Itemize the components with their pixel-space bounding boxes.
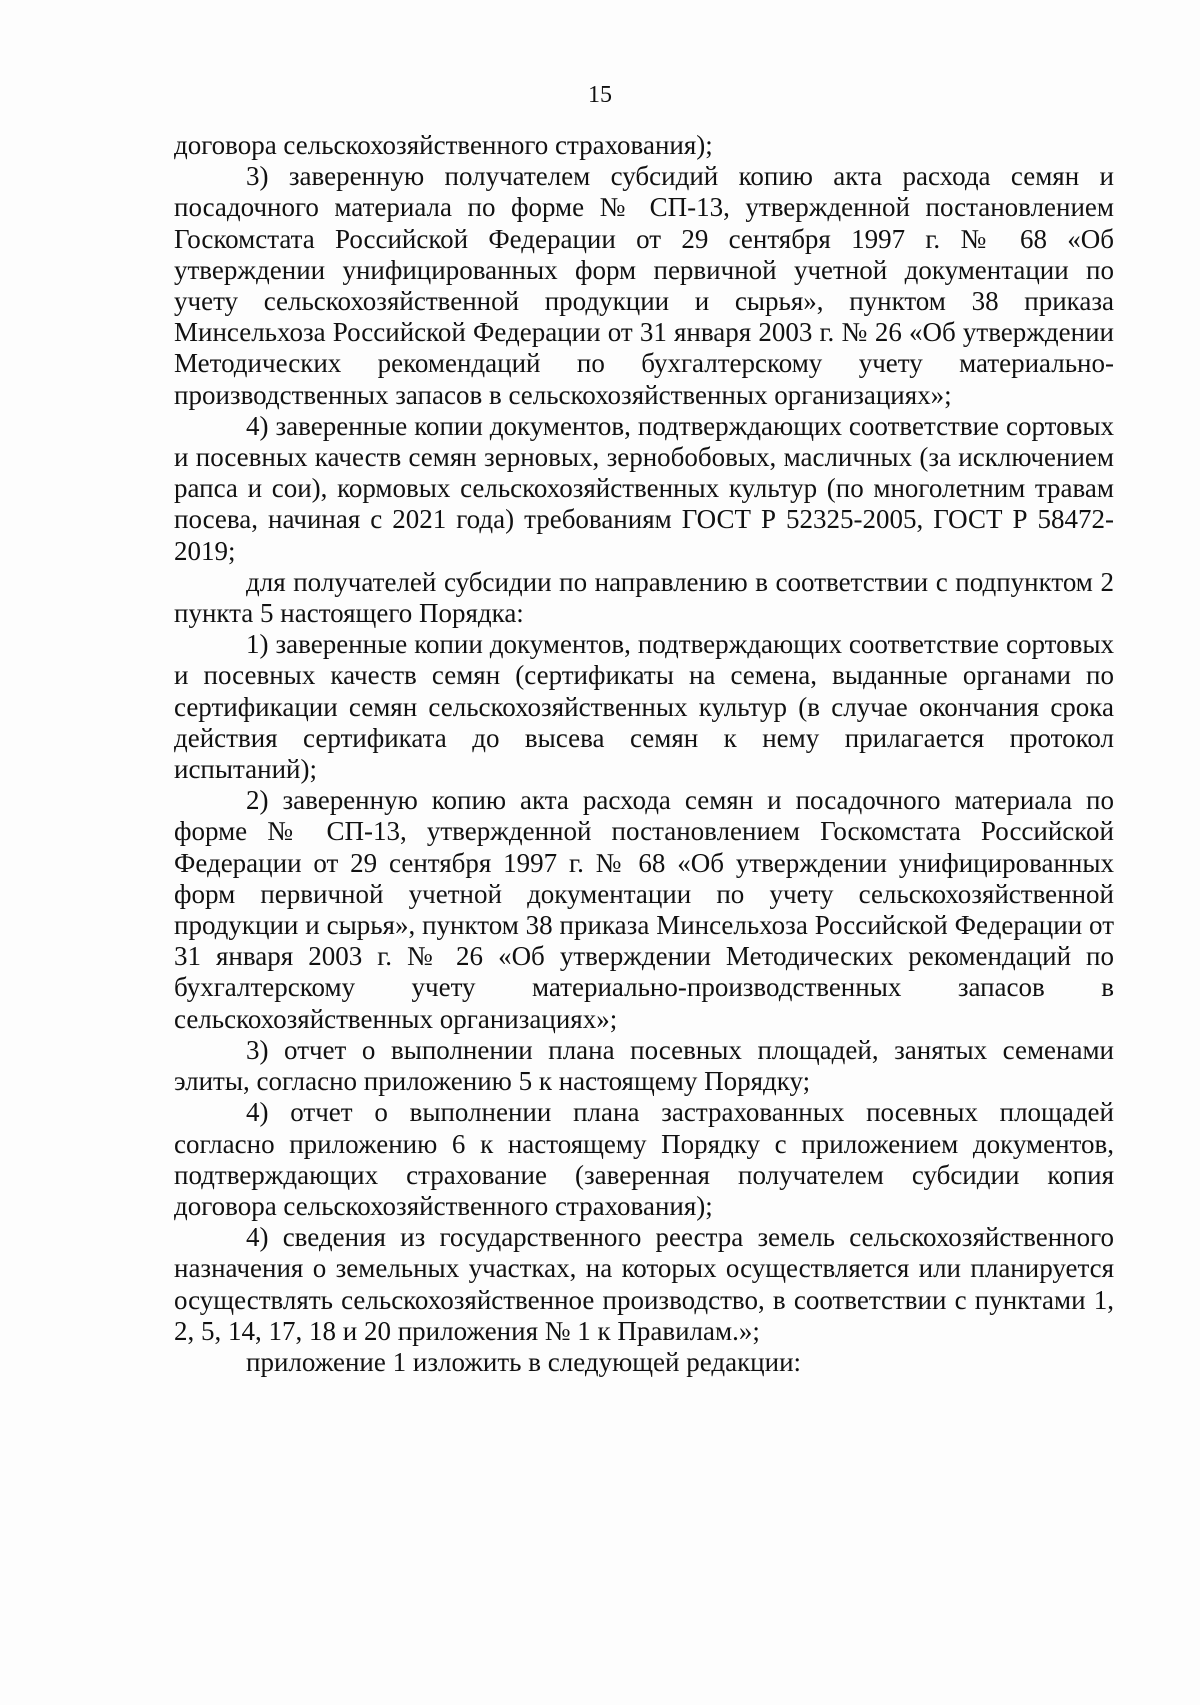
paragraph-item-3-seed-act: 3) заверенную получателем субсидий копию акта расхода семян и посадочного материала по форме № СП-13, утвержденной постановлением Госкомстата Российской Федерации от 29 сентября 1997 г. № 68 «Об утверждении унифицированных форм первичной учетной документации по учету сельскохозяйственной продукции и сырья», пунктом 38 приказа Минсельхоза Российской Федерации от 31 января 2003 г. № 26 «Об утверждении Методических рекомендаций по бухгалтерскому учету материально-производственных запасов в сельскохозяйственных организациях»; — [174, 161, 1114, 410]
page-number: 15 — [588, 82, 612, 108]
paragraph-appendix-1: приложение 1 изложить в следующей редакции: — [246, 1346, 802, 1377]
paragraph-recipients-subpoint-2: для получателей субсидии по направлению в соответствии с подпунктом 2 пункта 5 настоящего Порядка: — [174, 566, 1114, 629]
paragraph-item-4-insurance-report: 4) отчет о выполнении плана застрахованных посевных площадей согласно приложению 6 к настоящему Порядку с приложением документов, подтверждающих страхование (заверенная получателем субсидии копия договора сельскохозяйственного страхования); — [174, 1097, 1114, 1221]
paragraph-item-1-certificates: 1) заверенные копии документов, подтверждающих соответствие сортовых и посевных качеств семян (сертификаты на семена, выданные органами по сертификации семян сельскохозяйственных культур (в случае окончания срока действия сертификата до высева семян к нему прилагается протокол испытаний); — [174, 629, 1114, 785]
paragraph-item-4-land-registry: 4) сведения из государственного реестра земель сельскохозяйственного назначения о земельных участках, на которых осуществляется или планируется осуществлять сельскохозяйственное производство, в соответствии с пунктами 1, 2, 5, 14, 17, 18 и 20 приложения № 1 к Правилам.»; — [174, 1222, 1114, 1346]
paragraph-continuation: договора сельскохозяйственного страхования); — [174, 130, 713, 160]
document-body — [174, 130, 1114, 1378]
paragraph-item-2-seed-act: 2) заверенную копию акта расхода семян и посадочного материала по форме № СП-13, утвержденной постановлением Госкомстата Российской Федерации от 29 сентября 1997 г. № 68 «Об утверждении унифицированных форм первичной учетной документации по учету сельскохозяйственной продукции и сырья», пунктом 38 приказа Минсельхоза Российской Федерации от 31 января 2003 г. № 26 «Об утверждении Методических рекомендаций по бухгалтерскому учету материально-производственных запасов в сельскохозяйственных организациях»; — [174, 785, 1114, 1034]
paragraph-item-3-elite-report: 3) отчет о выполнении плана посевных площадей, занятых семенами элиты, согласно приложению 5 к настоящему Порядку; — [174, 1034, 1114, 1097]
paragraph-item-4-seed-quality: 4) заверенные копии документов, подтверждающих соответствие сортовых и посевных качеств семян зерновых, зернобобовых, масличных (за исключением рапса и сои), кормовых сельскохозяйственных культур (по многолетним травам посева, начиная с 2021 года) требованиям ГОСТ Р 52325-2005, ГОСТ Р 58472-2019; — [174, 410, 1114, 566]
